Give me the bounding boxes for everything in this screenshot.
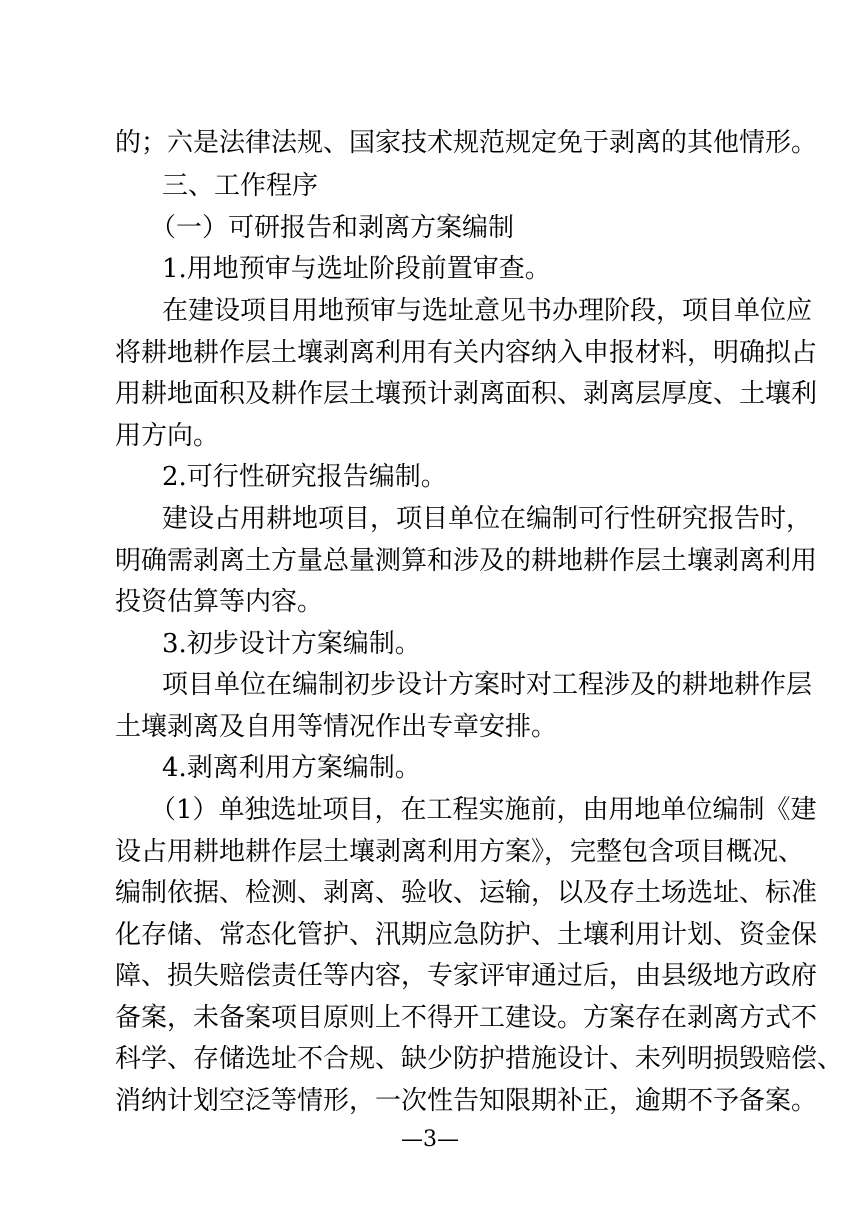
text-line-1: 的；六是法律法规、国家技术规范规定免于剥离的其他情形。	[115, 128, 818, 158]
text-line-5: 在建设项目用地预审与选址意见书办理阶段，项目单位应	[162, 296, 813, 326]
text-line-19: 编制依据、检测、剥离、验收、运输，以及存土场选址、标准	[115, 878, 818, 908]
text-line-6: 将耕地耕作层土壤剥离利用有关内容纳入申报材料，明确拟占	[115, 338, 818, 368]
text-line-18: 设占用耕地耕作层土壤剥离利用方案》，完整包含项目概况、	[115, 837, 805, 867]
subsection-heading-1: （一）可研报告和剥离方案编制	[150, 213, 515, 243]
section-heading-work-procedure: 三、工作程序	[162, 171, 319, 201]
text-line-12: 投资估算等内容。	[115, 587, 324, 617]
item-heading-1: 1.用地预审与选址阶段前置审查。	[162, 254, 551, 284]
text-line-17: （1）单独选址项目，在工程实施前，由用地单位编制《建	[150, 795, 817, 825]
item-heading-4: 4.剥离利用方案编制。	[162, 753, 421, 783]
text-line-22: 备案，未备案项目原则上不得开工建设。方案存在剥离方式不	[115, 1003, 818, 1033]
text-line-21: 障、损失赔偿责任等内容，专家评审通过后，由县级地方政府	[115, 961, 818, 991]
text-line-8: 用方向。	[115, 421, 220, 451]
text-line-11: 明确需剥离土方量总量测算和涉及的耕地耕作层土壤剥离利用	[115, 546, 818, 576]
item-heading-3: 3.初步设计方案编制。	[162, 629, 421, 659]
text-line-7: 用耕地面积及耕作层土壤预计剥离面积、剥离层厚度、土壤利	[115, 379, 818, 409]
item-heading-2: 2.可行性研究报告编制。	[162, 462, 447, 492]
text-line-24: 消纳计划空泛等情形，一次性告知限期补正，逾期不予备案。	[115, 1086, 818, 1116]
text-line-20: 化存储、常态化管护、汛期应急防护、土壤利用计划、资金保	[115, 920, 818, 950]
text-line-15: 土壤剥离及自用等情况作出专章安排。	[115, 712, 558, 742]
page-number: —3—	[401, 1127, 459, 1152]
text-line-23: 科学、存储选址不合规、缺少防护措施设计、未列明损毁赔偿、	[115, 1044, 844, 1074]
text-line-10: 建设占用耕地项目，项目单位在编制可行性研究报告时，	[162, 504, 813, 534]
text-line-14: 项目单位在编制初步设计方案时对工程涉及的耕地耕作层	[162, 670, 813, 700]
